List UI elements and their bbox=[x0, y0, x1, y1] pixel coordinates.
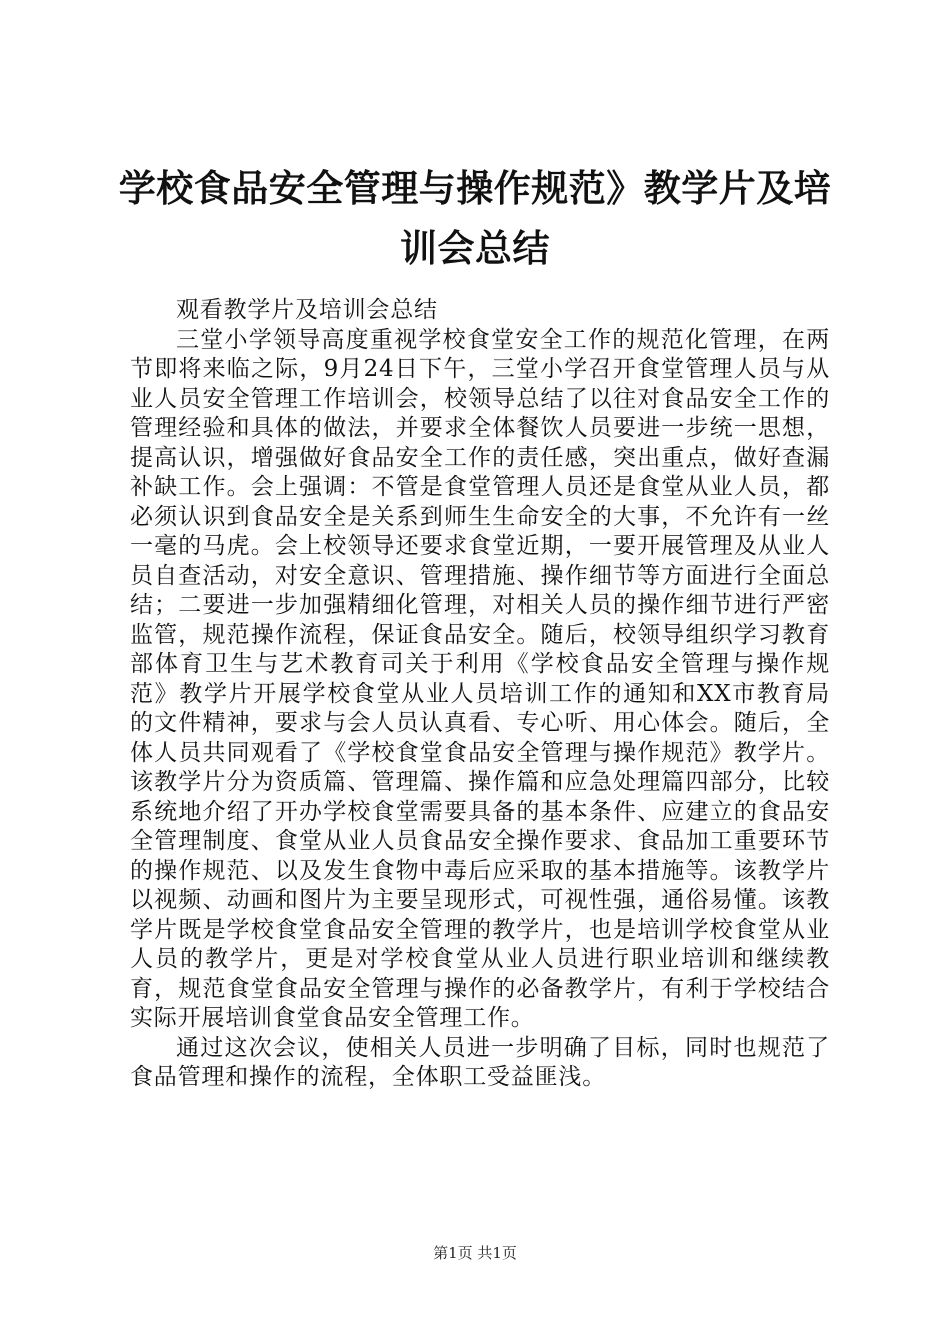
subtitle-paragraph: 观看教学片及培训会总结 bbox=[176, 297, 438, 323]
document-title: 学校食品安全管理与操作规范》教学片及培训会总结 bbox=[118, 166, 832, 270]
document-body bbox=[130, 296, 830, 1093]
closing-paragraph: 通过这次会议，使相关人员进一步明确了目标，同时也规范了食品管理和操作的流程，全体职工受益匪浅。 bbox=[130, 1034, 830, 1090]
page-footer: 第1页 共1页 bbox=[433, 1244, 517, 1262]
main-paragraph: 三堂小学领导高度重视学校食堂安全工作的规范化管理，在两节即将来临之际，9月24日下午，三堂小学召开食堂管理人员与从业人员安全管理工作培训会，校领导总结了以往对食品安全工作的管理经验和具体的做法，并要求全体餐饮人员要进一步统一思想，提高认识，增强做好食品安全工作的责任感，突出重点，做好查漏补缺工作。会上强调：不管是食堂管理人员还是食堂从业人员，都必须认识到食品安全是关系到师生生命安全的大事，不允许有一丝一毫的马虎。会上校领导还要求食堂近期，一要开展管理及从业人员自查活动，对安全意识、管理措施、操作细节等方面进行全面总结；二要进一步加强精细化管理，对相关人员的操作细节进行严密监管，规范操作流程，保证食品安全。随后，校领导组织学习教育部体育卫生与艺术教育司关于利用《学校食品安全管理与操作规范》教学片开展学校食堂从业人员培训工作的通知和XX市教育局的文件精神，要求与会人员认真看、专心听、用心体会。随后，全体人员共同观看了《学校食堂食品安全管理与操作规范》教学片。该教学片分为资质篇、管理篇、操作篇和应急处理篇四部分，比较系统地介绍了开办学校食堂需要具备的基本条件、应建立的食品安全管理制度、食堂从业人员食品安全操作要求、食品加工重要环节的操作规范、以及发生食物中毒后应采取的基本措施等。该教学片以视频、动画和图片为主要呈现形式，可视性强，通俗易懂。该教学片既是学校食堂食品安全管理的教学片，也是培训学校食堂从业人员的教学片，更是对学校食堂从业人员进行职业培训和继续教育，规范食堂食品安全管理与操作的必备教学片，有利于学校结合实际开展培训食堂食品安全管理工作。 bbox=[130, 326, 830, 1031]
